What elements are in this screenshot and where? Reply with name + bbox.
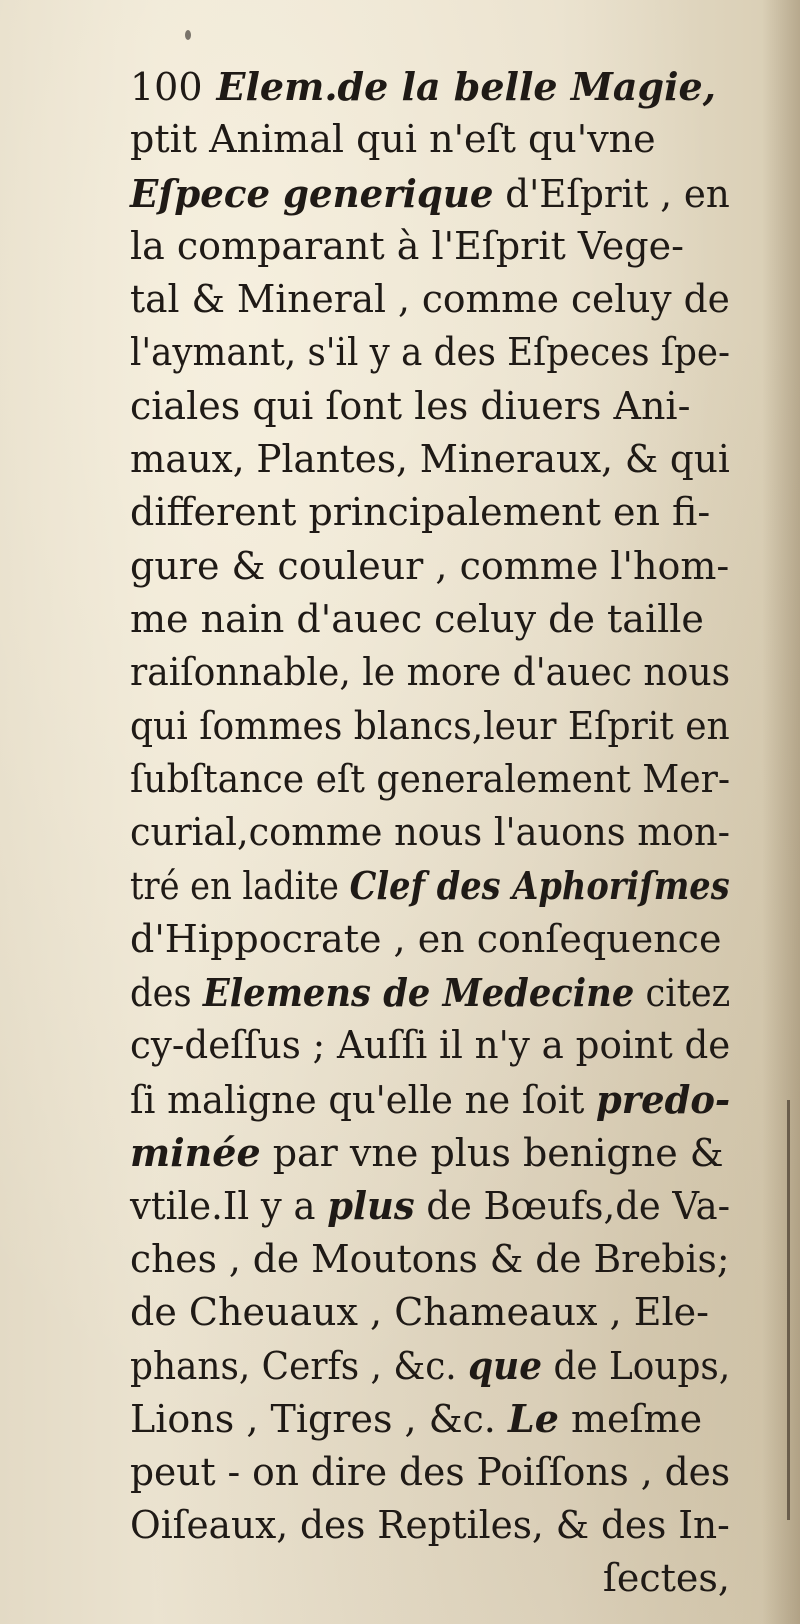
text-line	[130, 966, 730, 1019]
text-run: de Bœufs,de Va-	[414, 1184, 731, 1229]
text-line	[130, 380, 730, 433]
text-run: curial,comme nous l'auons mon-	[130, 810, 731, 855]
text-line	[130, 486, 730, 539]
page-text	[130, 60, 730, 1606]
text-line	[130, 540, 730, 593]
text-line	[130, 1233, 730, 1286]
text-run: Lions , Tigres , &c.	[130, 1397, 508, 1442]
text-line	[130, 1073, 730, 1126]
text-run: que	[468, 1343, 543, 1389]
text-run: peut - on dire des Poiſſons , des	[130, 1449, 731, 1494]
text-line	[130, 593, 730, 646]
text-line-content	[130, 646, 730, 699]
text-run: qui ſommes blancs,leur Eſprit en	[130, 703, 730, 748]
text-run: d'Eſprit , en	[493, 171, 730, 216]
text-line	[130, 1446, 730, 1499]
text-line	[130, 806, 730, 859]
ink-blot	[185, 30, 191, 40]
text-line-content	[130, 486, 710, 539]
text-run: phans, Cerfs , &c.	[130, 1344, 469, 1389]
text-run: ches , de Moutons & de Brebis;	[130, 1236, 730, 1281]
text-line-content	[130, 593, 704, 646]
text-line-content	[130, 913, 721, 966]
text-line	[130, 646, 730, 699]
text-line	[130, 1019, 730, 1072]
binding-edge-mark	[787, 1100, 790, 1520]
text-line	[130, 1286, 730, 1339]
text-line	[130, 859, 730, 912]
catchword: ſectes,	[602, 1556, 730, 1601]
text-run: de Cheuaux , Chameaux , Ele-	[130, 1289, 709, 1334]
text-line	[130, 753, 730, 806]
text-run: me nain d'auec celuy de taille	[130, 596, 704, 641]
running-title: Elem.de la belle Magie,	[216, 64, 716, 109]
text-run: cy-deſſus ; Auſſi il n'y a point de	[130, 1023, 731, 1068]
text-line	[130, 1392, 730, 1445]
text-run: meſme	[558, 1397, 703, 1442]
text-line-content	[130, 1286, 709, 1339]
text-run: Elemens de Medecine	[202, 970, 635, 1016]
text-run: Eſpece generique	[130, 170, 494, 216]
text-run: ſubſtance eſt generalement Mer-	[130, 756, 731, 801]
text-line-content	[130, 326, 730, 379]
text-line	[130, 113, 730, 166]
text-line	[130, 220, 730, 273]
text-line-content	[130, 1392, 702, 1445]
text-line	[130, 700, 730, 753]
text-run: tré en ladite	[130, 864, 350, 909]
text-run: ſi maligne qu'elle ne ſoit	[130, 1077, 597, 1122]
text-line-content	[130, 167, 730, 220]
text-run: minée	[130, 1129, 261, 1175]
text-run: ptit Animal qui n'eſt qu'vne	[130, 117, 656, 162]
text-run: Clef des Aphoriſmes	[349, 863, 730, 909]
text-run: plus	[327, 1183, 415, 1229]
text-line-content	[130, 273, 730, 326]
text-line-content	[130, 1446, 730, 1499]
text-run: ciales qui ſont les diuers Ani-	[130, 383, 691, 428]
text-line	[130, 1339, 730, 1392]
text-line	[130, 273, 730, 326]
text-line-content	[130, 1126, 724, 1179]
body-text	[130, 113, 730, 1552]
text-line	[130, 326, 730, 379]
text-run: par vne plus benigne &	[260, 1130, 724, 1175]
text-line-content	[130, 1499, 730, 1552]
text-line	[130, 1499, 730, 1552]
text-run: Oiſeaux, des Reptiles, & des In-	[130, 1503, 730, 1548]
text-line	[130, 433, 730, 486]
text-run: l'aymant, s'il y a des Eſpeces ſpe-	[130, 330, 731, 375]
text-run: maux, Plantes, Mineraux, & qui	[130, 437, 730, 482]
text-line-content	[130, 753, 730, 806]
text-line-content	[130, 433, 730, 486]
text-line-content	[130, 540, 729, 593]
catchword-line	[130, 1552, 730, 1605]
text-run: citez	[634, 971, 731, 1016]
text-line-content	[130, 966, 730, 1019]
text-line-content	[130, 700, 730, 753]
text-line-content	[130, 1233, 730, 1286]
text-line-content	[130, 380, 690, 433]
page-number: 100	[130, 65, 203, 109]
text-run: raiſonnable, le more d'auec nous	[130, 650, 731, 695]
text-run: la comparant à l'Eſprit Vege-	[130, 223, 684, 268]
text-line	[130, 167, 730, 220]
text-line-content	[130, 859, 730, 912]
text-line-content	[130, 1019, 730, 1072]
text-line-content	[130, 806, 730, 859]
text-run: d'Hippocrate , en conſequence	[130, 916, 722, 961]
text-run: different principalement en fi-	[130, 490, 711, 535]
text-line-content	[130, 1073, 730, 1126]
page-edge-shadow	[762, 0, 800, 1624]
text-run: de Loups,	[542, 1344, 731, 1389]
text-line-content	[130, 220, 684, 273]
text-run: vtile.Il y a	[130, 1184, 328, 1229]
running-header	[130, 60, 730, 113]
text-run: predo-	[596, 1076, 731, 1122]
text-line	[130, 1179, 730, 1232]
text-line	[130, 1126, 730, 1179]
text-run: Le	[507, 1396, 559, 1442]
text-run: gure & couleur , comme l'hom-	[130, 543, 730, 588]
text-line-content	[130, 1339, 730, 1392]
text-run: tal & Mineral , comme celuy de	[130, 277, 730, 322]
text-line	[130, 913, 730, 966]
text-line-content	[130, 1179, 730, 1232]
text-line-content	[130, 113, 656, 166]
text-run: des	[130, 971, 203, 1016]
